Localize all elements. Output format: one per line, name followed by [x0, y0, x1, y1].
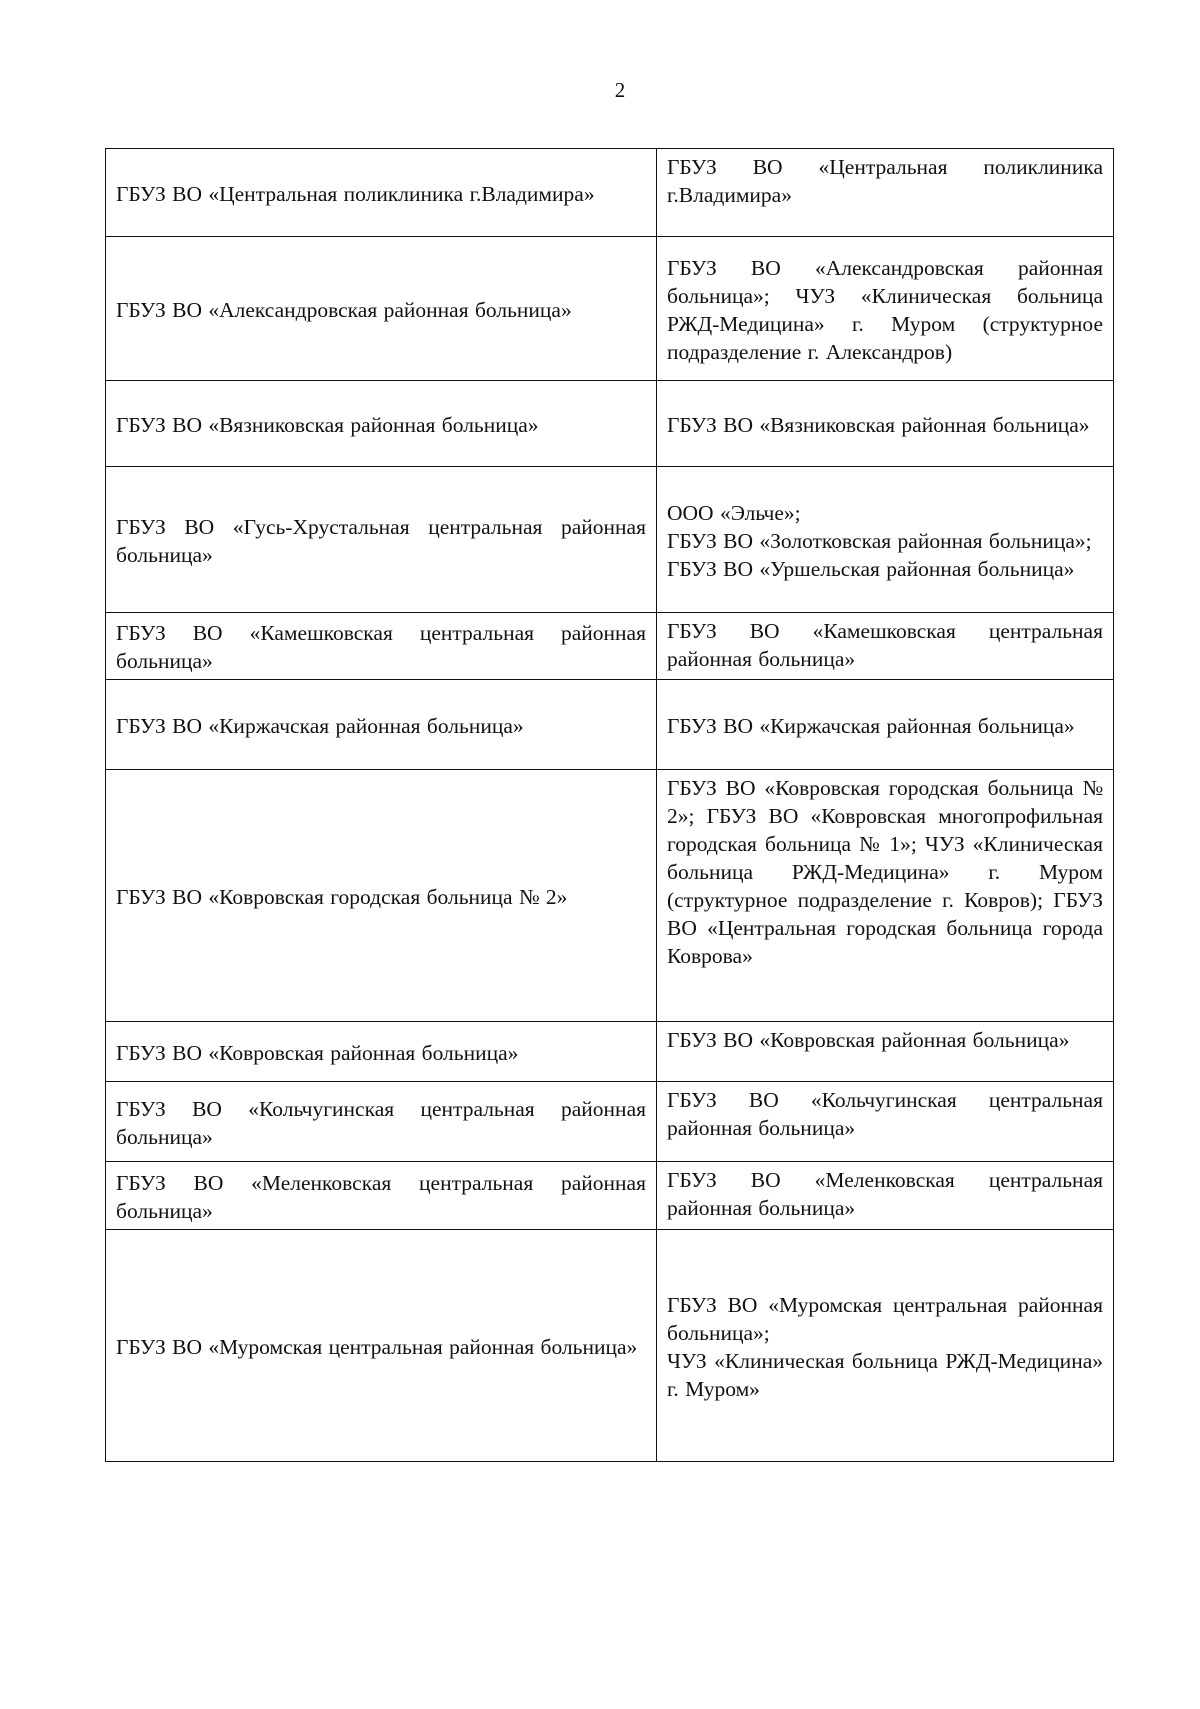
- table-cell-right: ГБУЗ ВО «Вязниковская районная больница»: [657, 381, 1114, 467]
- table-row: [106, 237, 1114, 381]
- right-line: ГБУЗ ВО «Муромская центральная районная больница»;: [667, 1292, 1103, 1345]
- table-row: [106, 1162, 1114, 1230]
- table-row: [106, 1230, 1114, 1462]
- right-line: ГБУЗ ВО «Золотковская районная больница»;: [667, 528, 1092, 553]
- table-cell-right: ГБУЗ ВО «Камешковская центральная районная больница»: [657, 613, 1114, 680]
- table-cell-right: [657, 467, 1114, 613]
- table-cell-left: ГБУЗ ВО «Гусь-Хрустальная центральная районная больница»: [106, 467, 657, 613]
- table-row: [106, 680, 1114, 770]
- page-number: 2: [614, 78, 626, 102]
- table-cell-right: ГБУЗ ВО «Меленковская центральная районная больница»: [657, 1162, 1114, 1230]
- table-cell-right: ГБУЗ ВО «Ковровская городская больница № 2»; ГБУЗ ВО «Ковровская многопрофильная городская больница № 1»; ЧУЗ «Клиническая больница РЖД-Медицина» г. Муром (структурное подразделение г. Ковров); ГБУЗ ВО «Центральная городская больница города Коврова»: [657, 770, 1114, 1022]
- right-line: ЧУЗ «Клиническая больница РЖД-Медицина» г. Муром»: [667, 1348, 1103, 1401]
- table-cell-right: ГБУЗ ВО «Центральная поликлиника г.Владимира»: [657, 149, 1114, 237]
- table-cell-left: ГБУЗ ВО «Меленковская центральная районная больница»: [106, 1162, 657, 1230]
- table-cell-left: ГБУЗ ВО «Центральная поликлиника г.Владимира»: [106, 149, 657, 237]
- table-cell-left: ГБУЗ ВО «Кольчугинская центральная районная больница»: [106, 1082, 657, 1162]
- right-line: ГБУЗ ВО «Уршельская районная больница»: [667, 556, 1075, 581]
- table-row: [106, 467, 1114, 613]
- table-cell-right: ГБУЗ ВО «Киржачская районная больница»: [657, 680, 1114, 770]
- table-cell-left: ГБУЗ ВО «Киржачская районная больница»: [106, 680, 657, 770]
- table-row: [106, 1022, 1114, 1082]
- table-cell-left: ГБУЗ ВО «Камешковская центральная районная больница»: [106, 613, 657, 680]
- table-cell-left: ГБУЗ ВО «Александровская районная больница»: [106, 237, 657, 381]
- table-cell-left: ГБУЗ ВО «Вязниковская районная больница»: [106, 381, 657, 467]
- table-cell-right: ГБУЗ ВО «Александровская районная больница»; ЧУЗ «Клиническая больница РЖД-Медицина» г. Муром (структурное подразделение г. Александров): [657, 237, 1114, 381]
- table-row: [106, 381, 1114, 467]
- table-cell-left: ГБУЗ ВО «Муромская центральная районная больница»: [106, 1230, 657, 1462]
- table-row: [106, 149, 1114, 237]
- table-row: [106, 613, 1114, 680]
- right-line: ООО «Эльче»;: [667, 500, 801, 525]
- table-cell-right: [657, 1230, 1114, 1462]
- table-row: [106, 1082, 1114, 1162]
- organizations-table: [105, 148, 1114, 1462]
- table-cell-left: ГБУЗ ВО «Ковровская районная больница»: [106, 1022, 657, 1082]
- table-row: [106, 770, 1114, 1022]
- table-cell-right: ГБУЗ ВО «Ковровская районная больница»: [657, 1022, 1114, 1082]
- table-cell-left: ГБУЗ ВО «Ковровская городская больница № 2»: [106, 770, 657, 1022]
- table-cell-right: ГБУЗ ВО «Кольчугинская центральная районная больница»: [657, 1082, 1114, 1162]
